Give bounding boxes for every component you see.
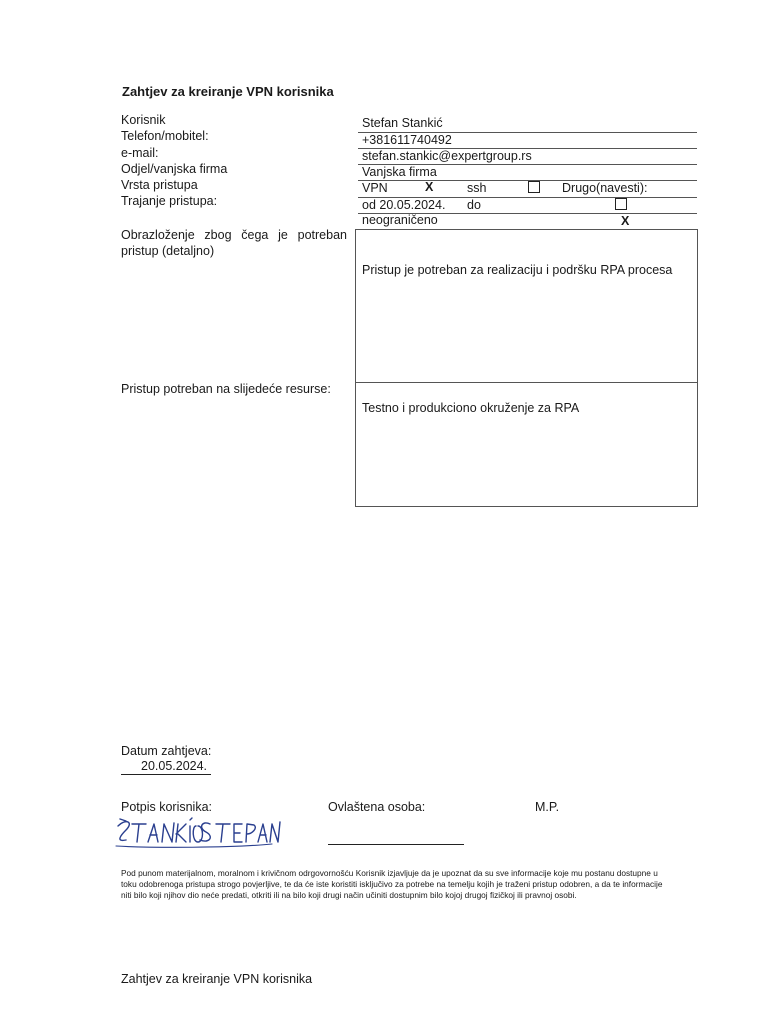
- telefon-label: Telefon/mobitel:: [121, 129, 209, 143]
- ovlastena-osoba-label: Ovlaštena osoba:: [328, 800, 426, 814]
- footer-title: Zahtjev za kreiranje VPN korisnika: [121, 972, 313, 986]
- email-label: e-mail:: [121, 146, 159, 160]
- korisnik-value: Stefan Stankić: [362, 116, 443, 130]
- disclaimer-text: Pod punom materijalnom, moralnom i krivičnom odrgovornošću Korisnik izjavljuje da je upoznat da su sve informacije koje mu postanu dostupne u toku odobrenoga pristupa strogo povjerljive, te da će iste koristiti isključivo za potrebe na temelju kojih je traženi pristup odobren, a da te informacije niti bilo koji njihov dio neće predati, otkriti ili na bilo koji drugi način učiniti dostupnim bilo kojoj drugoj fizičkoj ili pravnoj osobi.: [121, 868, 663, 900]
- obrazlozenje-label-line1: Obrazloženje zbog čega je potreban: [121, 228, 347, 242]
- do-label: do: [467, 198, 481, 212]
- odjel-label: Odjel/vanjska firma: [121, 162, 228, 176]
- obrazlozenje-label-line2: pristup (detaljno): [121, 244, 215, 258]
- neograniceno-checked-mark: X: [621, 214, 630, 228]
- korisnik-label: Korisnik: [121, 113, 166, 127]
- vpn-checked-mark: X: [425, 180, 434, 194]
- do-checkbox: [615, 198, 627, 210]
- odjel-value: Vanjska firma: [362, 165, 437, 179]
- resources-box: [355, 382, 698, 507]
- mp-label: M.P.: [535, 800, 560, 814]
- datum-value: 20.05.2024.: [141, 759, 208, 773]
- ssh-label: ssh: [467, 181, 487, 195]
- document-title: Zahtjev za kreiranje VPN korisnika: [122, 84, 334, 99]
- vrsta-pristupa-label: Vrsta pristupa: [121, 178, 198, 192]
- neograniceno-label: neograničeno: [362, 213, 438, 227]
- ssh-checkbox: [528, 181, 540, 193]
- drugo-label: Drugo(navesti):: [562, 181, 648, 195]
- trajanje-pristupa-label: Trajanje pristupa:: [121, 194, 218, 208]
- justification-box: [355, 229, 698, 384]
- datum-underline: [121, 774, 211, 775]
- od-date: od 20.05.2024.: [362, 198, 446, 212]
- ovlastena-osoba-signature-line: [328, 844, 464, 845]
- potpis-korisnika-label: Potpis korisnika:: [121, 800, 213, 814]
- justification-text: Pristup je potreban za realizaciju i podršku RPA procesa: [362, 263, 673, 277]
- user-signature: [112, 812, 282, 852]
- datum-label: Datum zahtjeva:: [121, 744, 212, 758]
- vpn-label: VPN: [362, 181, 388, 195]
- resursi-label: Pristup potreban na slijedeće resurse:: [121, 382, 331, 396]
- resources-text: Testno i produkciono okruženje za RPA: [362, 401, 580, 415]
- telefon-value: +381611740492: [362, 133, 452, 147]
- email-value: stefan.stankic@expertgroup.rs: [362, 149, 532, 163]
